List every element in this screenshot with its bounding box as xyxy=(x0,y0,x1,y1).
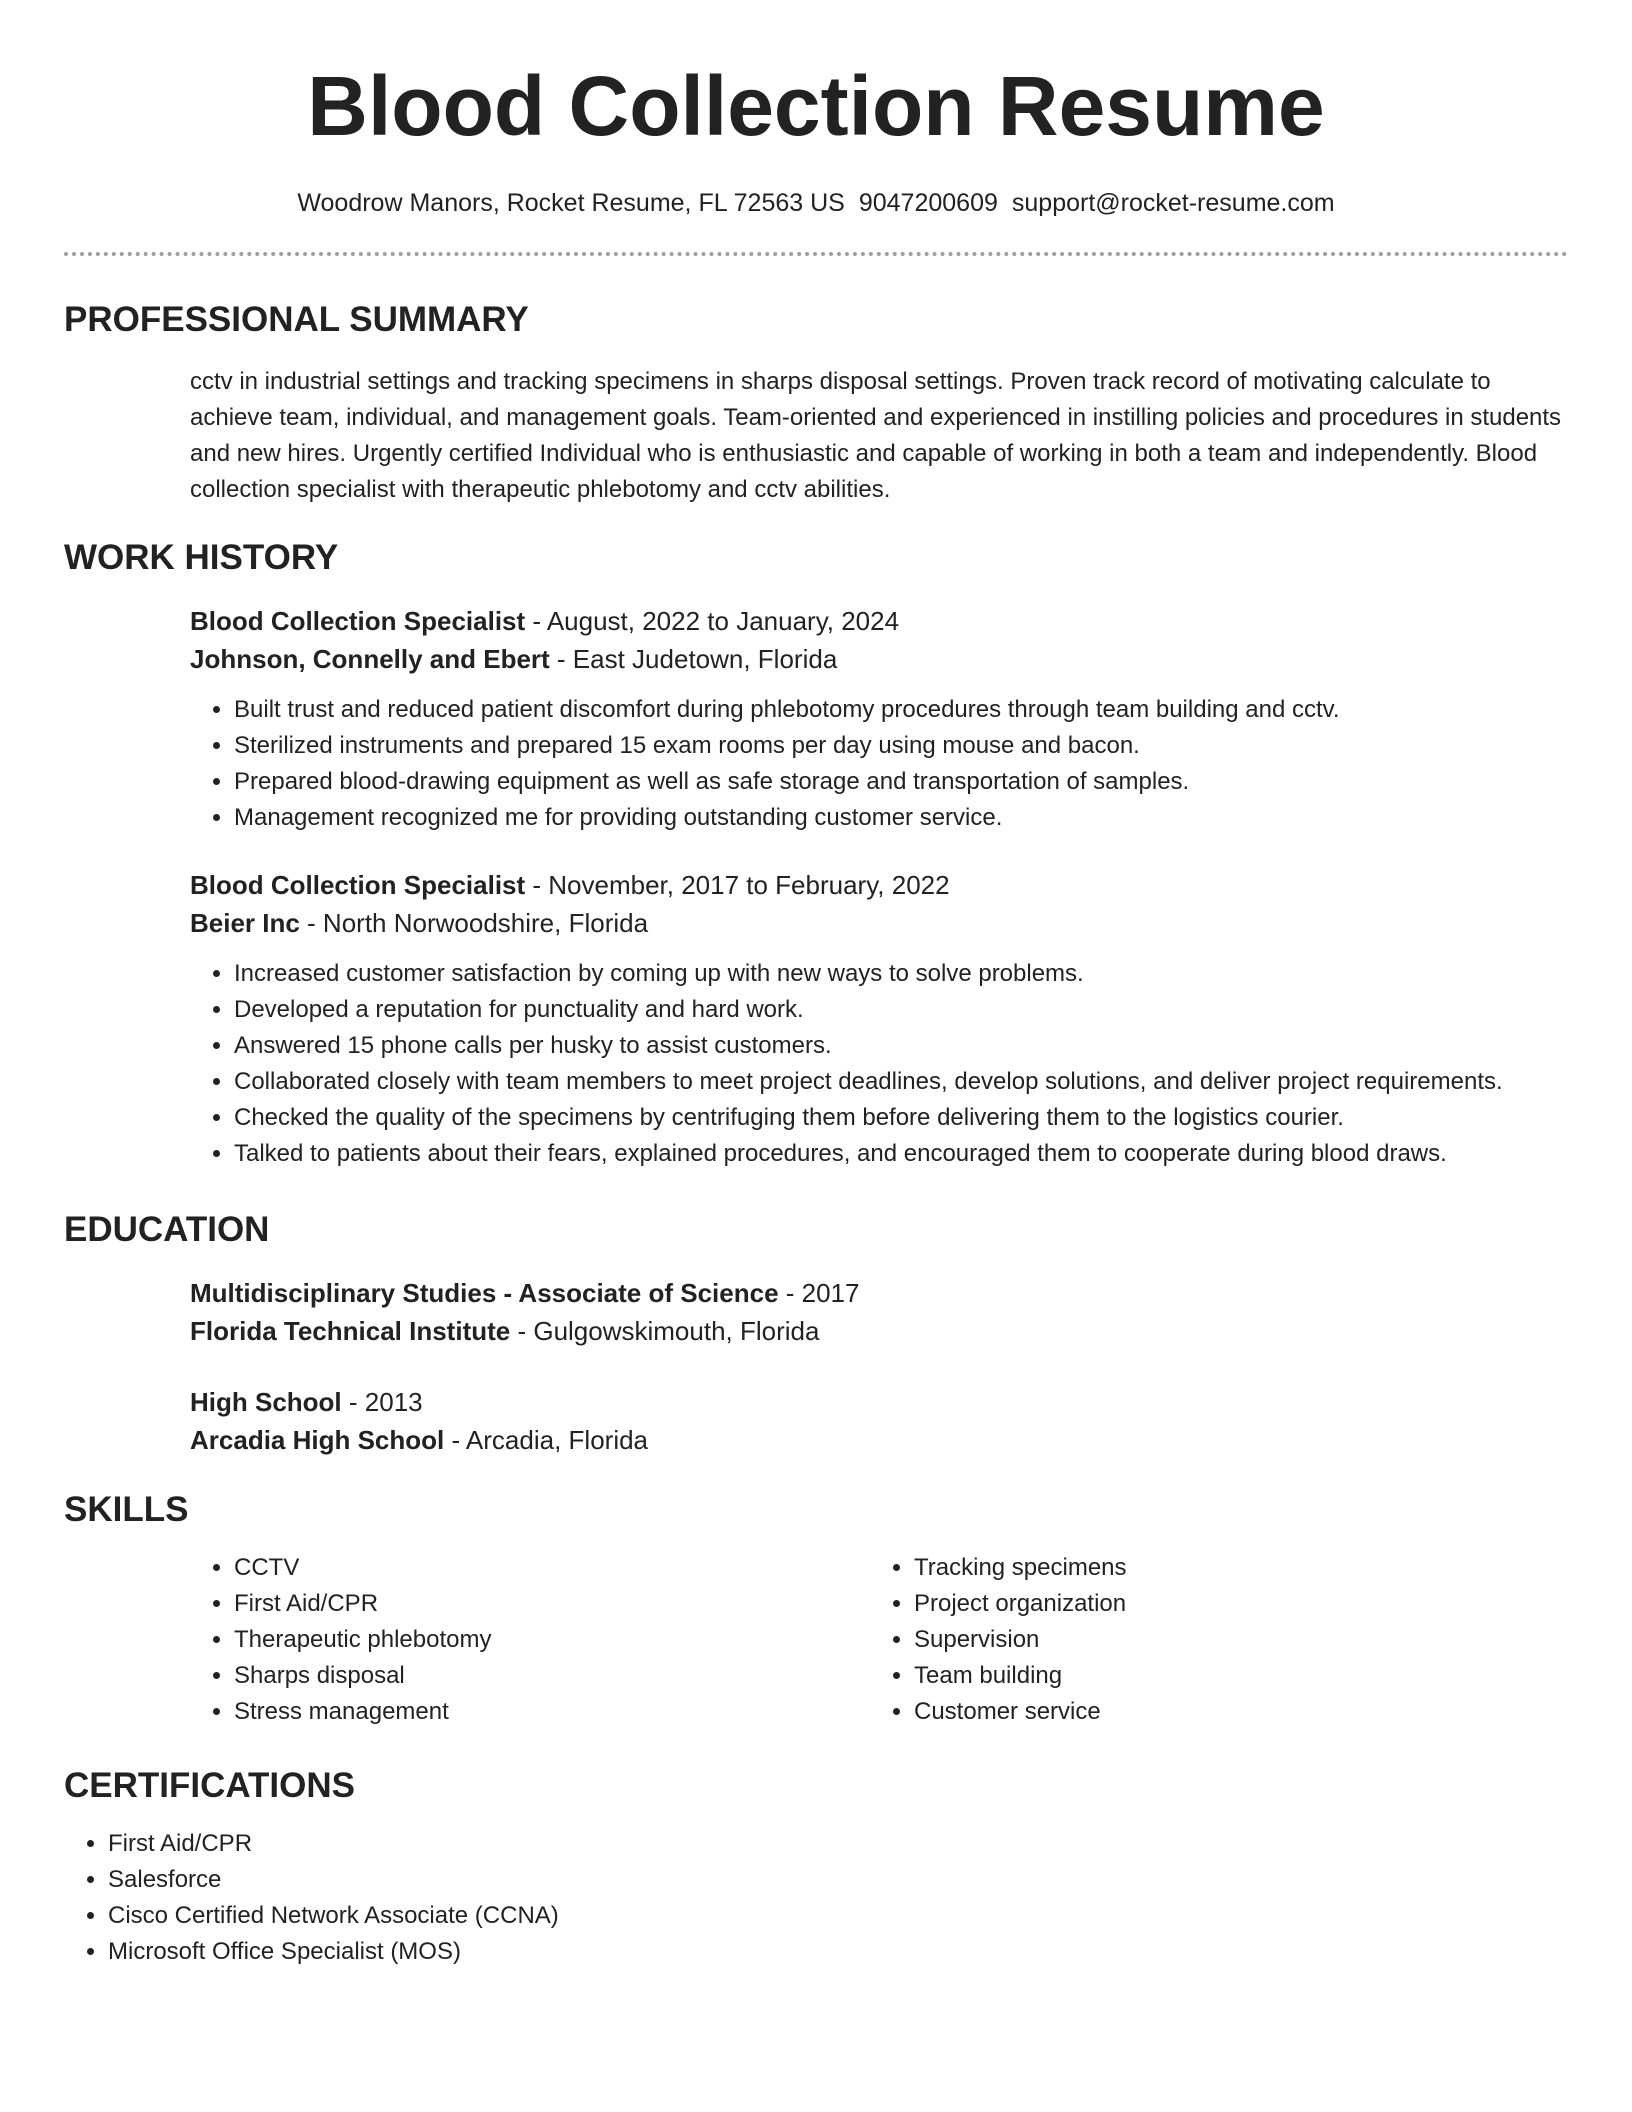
job-title-line xyxy=(190,866,1568,904)
work-history-section xyxy=(64,536,1568,1172)
summary-heading: PROFESSIONAL SUMMARY xyxy=(64,300,529,339)
education-location: - Arcadia, Florida xyxy=(444,1425,649,1455)
education-heading: EDUCATION xyxy=(64,1210,270,1249)
contact-address: Woodrow Manors, Rocket Resume, FL 72563 US xyxy=(297,189,845,217)
education-year: - 2013 xyxy=(341,1387,423,1417)
certifications-section xyxy=(64,1764,1568,1970)
job-bullets xyxy=(190,956,1568,1172)
job-dates: - November, 2017 to February, 2022 xyxy=(525,870,950,900)
summary-text: cctv in industrial settings and tracking specimens in sharps disposal settings. Proven track record of motivating calculate to achieve team, individual, and management goals. Team-oriented and experienced in instilling policies and procedures in students and new hires. Urgently certified Individual who is enthusiastic and capable of working in both a team and independently. Blood collection specialist with therapeutic phlebotomy and cctv abilities. xyxy=(190,368,1562,503)
job-dates: - August, 2022 to January, 2024 xyxy=(525,606,900,636)
job-entry xyxy=(190,602,1568,836)
contact-email: support@rocket-resume.com xyxy=(1011,189,1335,217)
education-year: - 2017 xyxy=(778,1278,860,1308)
job-company: Johnson, Connelly and Ebert xyxy=(190,644,550,674)
resume-title: Blood Collection Resume xyxy=(307,59,1325,153)
education-school-line xyxy=(190,1312,1568,1350)
education-entry xyxy=(190,1274,1568,1350)
skill-item: • Tracking specimens xyxy=(914,1550,1550,1586)
job-bullet: • Answered 15 phone calls per husky to assist customers. xyxy=(234,1028,1568,1064)
education-degree-line xyxy=(190,1383,1568,1421)
contact-phone: 9047200609 xyxy=(858,189,998,217)
job-position: Blood Collection Specialist xyxy=(190,870,526,900)
contact-info xyxy=(64,186,1568,220)
education-entry xyxy=(190,1383,1568,1459)
job-bullet: • Built trust and reduced patient discomfort during phlebotomy procedures through team building and cctv. xyxy=(234,692,1568,728)
job-bullet: • Sterilized instruments and prepared 15 exam rooms per day using mouse and bacon. xyxy=(234,728,1568,764)
job-bullet: • Collaborated closely with team members to meet project deadlines, develop solutions, and deliver project requirements. xyxy=(234,1064,1568,1100)
skill-item: • Customer service xyxy=(914,1694,1550,1730)
certification-item: • Salesforce xyxy=(108,1862,1568,1898)
skill-item: • First Aid/CPR xyxy=(234,1586,870,1622)
skills-grid xyxy=(190,1550,1568,1730)
skill-item: • Project organization xyxy=(914,1586,1550,1622)
summary-section xyxy=(64,298,1568,508)
job-bullet: • Management recognized me for providing outstanding customer service. xyxy=(234,800,1568,836)
skill-item: • Therapeutic phlebotomy xyxy=(234,1622,870,1658)
certifications-list xyxy=(64,1826,1568,1970)
skills-section xyxy=(64,1488,1568,1730)
job-company: Beier Inc xyxy=(190,908,300,938)
skill-item: • Sharps disposal xyxy=(234,1658,870,1694)
skill-item: • CCTV xyxy=(234,1550,870,1586)
skills-heading: SKILLS xyxy=(64,1490,189,1529)
education-degree: Multidisciplinary Studies - Associate of Science xyxy=(190,1278,779,1308)
education-section xyxy=(64,1208,1568,1459)
job-position: Blood Collection Specialist xyxy=(190,606,526,636)
job-company-line xyxy=(190,904,1568,942)
job-bullet: • Developed a reputation for punctuality and hard work. xyxy=(234,992,1568,1028)
certification-item: • Microsoft Office Specialist (MOS) xyxy=(108,1934,1568,1970)
education-school: Arcadia High School xyxy=(190,1425,445,1455)
certification-item: • First Aid/CPR xyxy=(108,1826,1568,1862)
job-bullets xyxy=(190,692,1568,836)
education-school: Florida Technical Institute xyxy=(190,1316,511,1346)
skill-item: • Supervision xyxy=(914,1622,1550,1658)
skill-item: • Team building xyxy=(914,1658,1550,1694)
job-bullet: • Prepared blood-drawing equipment as well as safe storage and transportation of samples. xyxy=(234,764,1568,800)
skills-list-left xyxy=(190,1550,870,1730)
certification-item: • Cisco Certified Network Associate (CCNA) xyxy=(108,1898,1568,1934)
job-location: - East Judetown, Florida xyxy=(549,644,838,674)
job-location: - North Norwoodshire, Florida xyxy=(299,908,649,938)
education-location: - Gulgowskimouth, Florida xyxy=(510,1316,820,1346)
education-school-line xyxy=(190,1421,1568,1459)
education-degree-line xyxy=(190,1274,1568,1312)
job-bullet: • Talked to patients about their fears, explained procedures, and encouraged them to cooperate during blood draws. xyxy=(234,1136,1568,1172)
certifications-heading: CERTIFICATIONS xyxy=(64,1766,356,1805)
work-history-heading: WORK HISTORY xyxy=(64,538,339,577)
job-title-line xyxy=(190,602,1568,640)
education-degree: High School xyxy=(190,1387,342,1417)
skills-list-right xyxy=(870,1550,1550,1730)
job-entry xyxy=(190,866,1568,1172)
header-divider xyxy=(64,252,1568,256)
job-bullet: • Checked the quality of the specimens by centrifuging them before delivering them to the logistics courier. xyxy=(234,1100,1568,1136)
job-bullet: • Increased customer satisfaction by coming up with new ways to solve problems. xyxy=(234,956,1568,992)
skill-item: • Stress management xyxy=(234,1694,870,1730)
job-company-line xyxy=(190,640,1568,678)
